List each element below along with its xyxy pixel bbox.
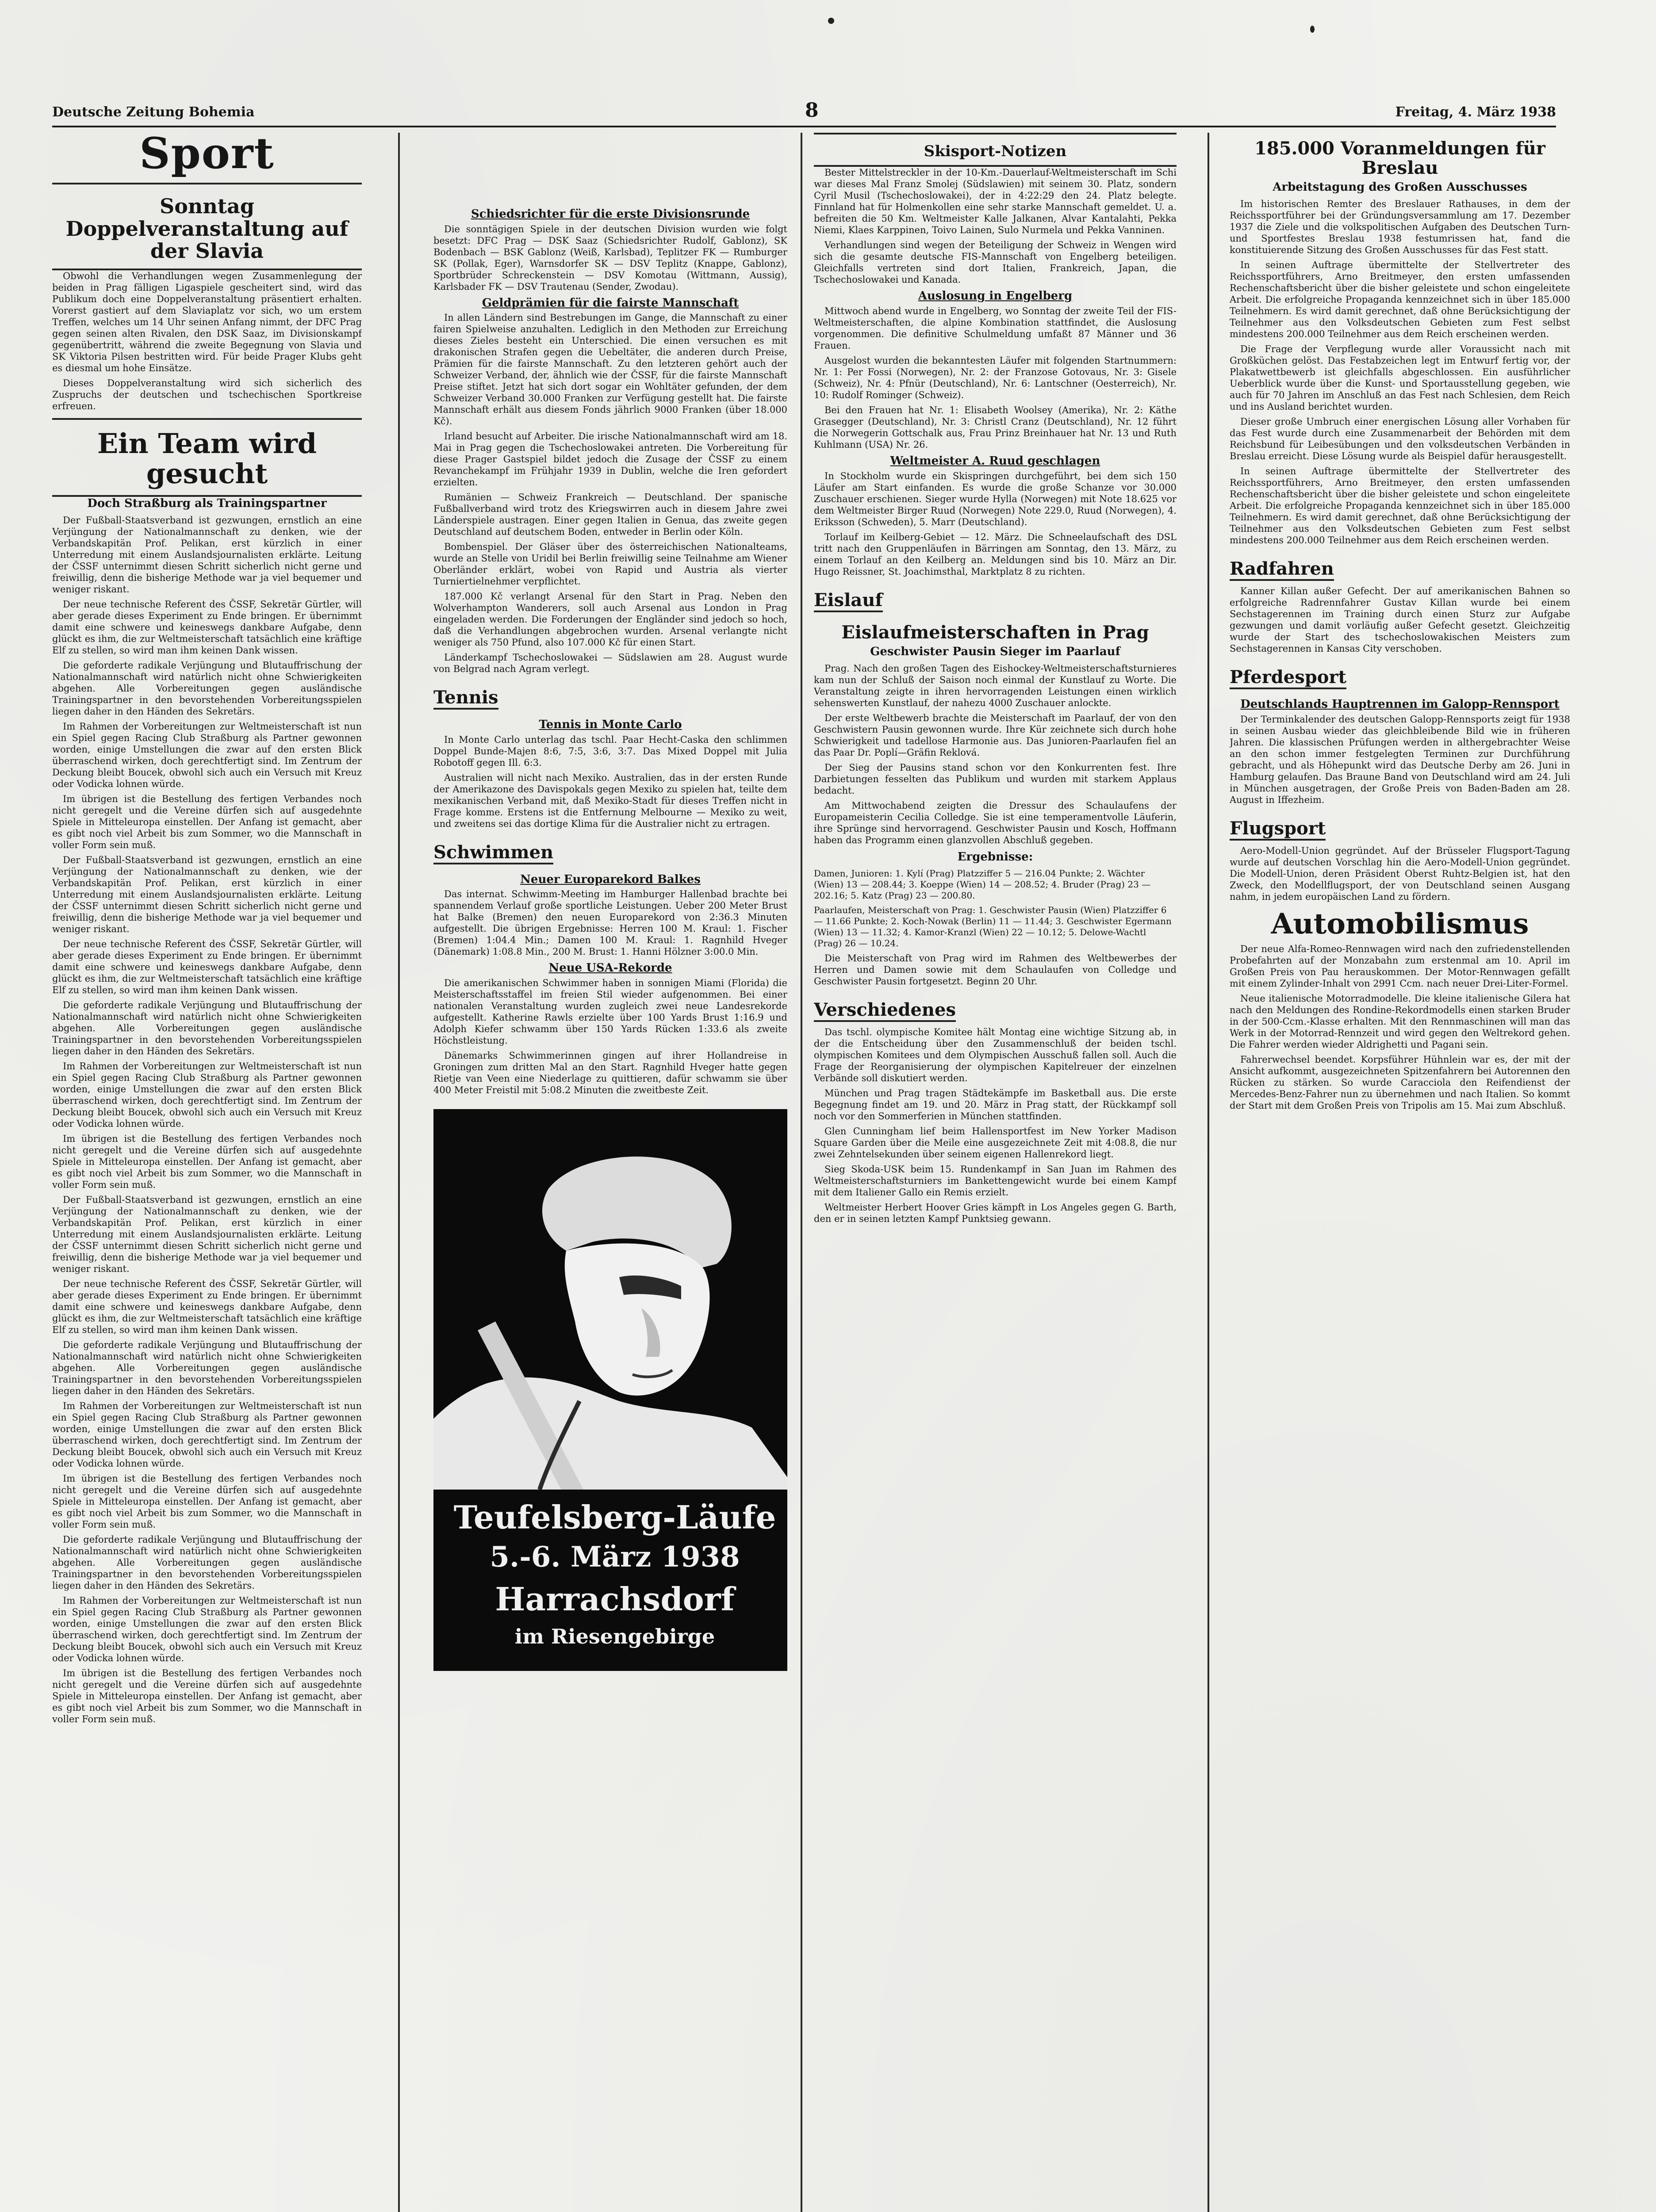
article-paragraph: Im übrigen ist die Bestellung des fertigen Verbandes noch nicht geregelt und die Vereine dürfen sich auf ausgedehnte Spiele in Mitteleuropa einstellen. Der Anfang ist gemacht, aber es gibt noch viel Arbeit bis zum Sommer, wo die Mannschaft in voller Form sein muß. <box>52 1668 362 1725</box>
section-label-miscellaneous: Verschiedenes <box>814 999 956 1022</box>
article-slavia <box>52 183 362 270</box>
article-paragraph: Die Meisterschaft von Prag wird im Rahmen des Weltbewerbes der Herren und Damen sowie mit dem Schaulaufen von Colledge und Geschwister Pausin fortgesetzt. Beginn 20 Uhr. <box>814 952 1177 987</box>
ink-speck <box>828 18 834 24</box>
column-1 <box>52 133 362 2212</box>
issue-date: Freitag, 4. März 1938 <box>1395 104 1556 120</box>
article-paragraph: Das tschl. olympische Komitee hält Montag eine wichtige Sitzung ab, in der die Entscheidung über den Zusammenschluß der beiden tschl. olympischen Komitees und dem Olympischen Ausschuß fallen soll. Auch die Frage der Reorganisierung der olympischen Kapitelreuer der einzelnen Verbände soll diskutiert werden. <box>814 1026 1177 1083</box>
article-paragraph: Sieg Skoda-USK beim 15. Rundenkampf in San Juan im Rahmen des Weltmeisterschaftsturniers im Bankettengewicht wurde bei einem Kampf mit dem Italiener Gallo ein Remis erzielt. <box>814 1164 1177 1198</box>
poster-title: Teufelsberg-Läufe <box>453 1498 776 1536</box>
article-subheadline: Geschwister Pausin Sieger im Paarlauf <box>870 645 1120 658</box>
article-paragraph: Im übrigen ist die Bestellung des fertigen Verbandes noch nicht geregelt und die Vereine dürfen sich auf ausgedehnte Spiele in Mitteleuropa einstellen. Der Anfang ist gemacht, aber es gibt noch viel Arbeit bis zum Sommer, wo die Mannschaft in voller Form sein muß. <box>52 1473 362 1530</box>
article-paragraph: Im historischen Remter des Breslauer Rathauses, in dem der Reichssportführer bei der Gründungsversammlung am 17. Dezember 1937 die Ziele und die volkspolitischen Aufgaben des Deutschen Turn- und Sportfestes Breslau 1938 festumrissen hat, fand die konstituierende Sitzung des Großen Ausschusses für das Fest statt. <box>1230 199 1570 255</box>
article-paragraph: Der neue technische Referent des ČSSF, Sekretär Gürtler, will aber gerade dieses Experiment zu Ende bringen. Er übernimmt damit eine schwere und keineswegs dankbare Aufgabe, denn glückt es ihm, die zur Weltmeisterschaft tatsächlich eine kräftige Elf zu stellen, so wird man ihm keinen Dank wissen. <box>52 599 362 656</box>
article-paragraph: Am Mittwochabend zeigten die Dressur des Schaulaufens der Europameisterin Cecilia Colledge. Sie ist eine temperamentvolle Läuferin, ihre Sprünge sind hervorragend. Geschwister Pausin und Kosch, Hoffmann haben das Programm einen glanzvollen Abschluß gegeben. <box>814 800 1177 845</box>
article-paragraph: Länderkampf Tschechoslowakei — Südslawien am 28. August wurde von Belgrad nach Agram verlegt. <box>433 652 787 675</box>
page-number: 8 <box>805 99 819 122</box>
article-paragraph: Bester Mittelstreckler in der 10-Km.-Dauerlauf-Weltmeisterschaft im Schi war dieses Mal Franz Smolej (Südslawien) mit seinem 30. Platz, sondern Cyril Musil (Tschechoslowakei), der in 4:22:29 den 24. Platz belegte. Finnland hat für Holmenkollen eine sehr starke Mannschaft gemeldet. U. a. befreiten die 50 Km. Weltmeister Kalle Jalkanen, Alvar Kantalahti, Pekka Niemi, Klaes Karppinen, Toivo Lainen, Sulo Nurmela und Pekka Vanninen. <box>814 167 1177 236</box>
article-paragraph: Bei den Frauen hat Nr. 1: Elisabeth Woolsey (Amerika), Nr. 2: Käthe Grasegger (Deutschland), Nr. 3: Christl Cranz (Deutschland), Nr. 12 führt die Norwegerin Gottschalk aus, Frau Prinz Breinhauer hat Nr. 13 und Ruth Kuhlmann (USA) Nr. 26. <box>814 404 1177 450</box>
article-paragraph: Torlauf im Keilberg-Gebiet — 12. März. Die Schneelaufschaft des DSL tritt nach den Gruppenläufen in Bärringen am Sonntag, den 13. März, zu einem Torlauf an den Keilberg an. Meldungen sind bis 10. März an Dir. Hugo Reissner, St. Joachimsthal, Marktplatz 8 zu richten. <box>814 531 1177 577</box>
article-paragraph: Irland besucht auf Arbeiter. Die irische Nationalmannschaft wird am 18. Mai in Prag gegen die Tschechoslowakei antreten. Die Vorbereitung für diese Prager Gastspiel bildet jedoch die Zusage der ČSSF zu einem Revanchekampf im Frühjahr 1939 in Dublin, welche die Iren gefordert erzielten. <box>433 431 787 488</box>
newspaper-name: Deutsche Zeitung Bohemia <box>52 104 255 120</box>
article-paragraph: Im übrigen ist die Bestellung des fertigen Verbandes noch nicht geregelt und die Vereine dürfen sich auf ausgedehnte Spiele in Mitteleuropa einstellen. Der Anfang ist gemacht, aber es gibt noch viel Arbeit bis zum Sommer, wo die Mannschaft in voller Form sein muß. <box>52 794 362 851</box>
article-team <box>52 418 362 497</box>
article-paragraph: Die amerikanischen Schwimmer haben in sonnigen Miami (Florida) die Meisterschaftsstaffel im freien Stil wieder aufgenommen. Bei einer nationalen Veranstaltung wurden zugleich zwei neue Landesrekorde aufgestellt. Katherine Rawls erzielte über 100 Yards Brust 1:16.9 und Adolph Kiefer schwamm über 150 Yards Rücken 1:33.6 als zweite Höchstleistung. <box>433 977 787 1046</box>
article-headline: Sonntag Doppelveranstaltung auf der Slavia <box>65 194 349 263</box>
article-paragraph: Der Fußball-Staatsverband ist gezwungen, ernstlich an eine Verjüngung der Nationalmannschaft zu denken, wie der Verbandskapitän Prof. Pelikan, erst kürzlich in einer Unterredung mit einem Auslandsjournalisten erklärte. Leitung der ČSSF unternimmt diesen Schritt sicherlich nicht gerne und freiwillig, denn die bisherige Methode war ja viel bequemer und weniger riskant. <box>52 1194 362 1275</box>
article-paragraph: Der Fußball-Staatsverband ist gezwungen, ernstlich an eine Verjüngung der Nationalmannschaft zu denken, wie der Verbandskapitän Prof. Pelikan, erst kürzlich in einer Unterredung mit einem Auslandsjournalisten erklärte. Leitung der ČSSF unternimmt diesen Schritt sicherlich nicht gerne und freiwillig, denn die bisherige Methode war ja viel bequemer und weniger riskant. <box>52 855 362 935</box>
article-paragraph: Obwohl die Verhandlungen wegen Zusammenlegung der beiden in Prag fälligen Ligaspiele gescheitert sind, wird das Publikum doch eine Doppelveranstaltung präsentiert erhalten. Vorerst gastiert auf dem Slaviaplatz vor sich, wo um erstem Treffen, welches um 14 Uhr seinen Anfang nimmt, der DFC Prag gegen seinen alten Rivalen, den DSK Saaz, im Divisionskampf gegenübertritt, während die zweite Begegnung von Slavia und SK Viktoria Pilsen bestritten wird. Für beide Prager Klubs geht es diesmal um hohe Einsätze. <box>52 270 362 373</box>
article-paragraph: Im Rahmen der Vorbereitungen zur Weltmeisterschaft ist nun ein Spiel gegen Racing Club Straßburg als Partner gewonnen worden, einige Umstellungen die zwar auf den ersten Blick überraschend wirken, doch gerechtfertigt sind. Im Zentrum der Deckung bleibt Boucek, obwohl sich auch ein Versuch mit Kreuz oder Vodicka lohnen würde. <box>52 1401 362 1469</box>
poster-region: im Riesengebirge <box>514 1624 715 1648</box>
article-paragraph: Rumänien — Schweiz Frankreich — Deutschland. Der spanische Fußballverband wird trotz des Kriegswirren auch in diesem Jahre zwei Länderspiele austragen. Einer gegen Italien in Genua, das zweite gegen Deutschland auf deutschem Boden, entweder in Berlin oder Köln. <box>433 492 787 538</box>
article-headline: Geldprämien für die fairste Mannschaft <box>482 296 739 310</box>
article-paragraph: In allen Ländern sind Bestrebungen im Gange, die Mannschaft zu einer fairen Spielweise anzuhalten. Lediglich in den Methoden zur Erreichung dieses Zieles besteht ein Unterschied. Die einen versuchen es mit drakonischen Strafen gegen die Uebeltäter, die anderen durch Preise, Prämien für die fairste Mannschaft. Zu den letzteren gehört auch der Schweizer Verband, der, ähnlich wie der ČSSF, für die fairste Mannschaft Preise stiftet. Jetzt hat sich dort sogar ein Wohltäter gefunden, der dem Schweizer Verband 30.000 Franken zur Verfügung gestellt hat. Die fairste Mannschaft erhält aus diesem Fonds jährlich 9000 Franken (über 18.000 Kč). <box>433 312 787 427</box>
section-label-aviation: Flugsport <box>1230 818 1326 841</box>
results-label: Ergebnisse: <box>957 850 1033 864</box>
article-paragraph: Dieser große Umbruch einer energischen Lösung aller Vorhaben für das Fest wurde durch eine Zusammenarbeit der Behörden mit dem Reichsbund für Leibesübungen und den volksdeutschen Verbänden in Breslau erreicht. Diese Lösung wurde als Beispiel dafür herausgestellt. <box>1230 416 1570 461</box>
column-4 <box>1230 133 1570 2212</box>
column-3 <box>814 133 1177 2212</box>
article-paragraph: Im Rahmen der Vorbereitungen zur Weltmeisterschaft ist nun ein Spiel gegen Racing Club Straßburg als Partner gewonnen worden, einige Umstellungen die zwar auf den ersten Blick überraschend wirken, doch gerechtfertigt sind. Im Zentrum der Deckung bleibt Boucek, obwohl sich auch ein Versuch mit Kreuz oder Vodicka lohnen würde. <box>52 721 362 790</box>
article-paragraph: Glen Cunningham lief beim Hallensportfest im New Yorker Madison Square Garden über die Meile eine ausgezeichnete Zeit mit 4:08.8, die nur zwei Zehntelsekunden über seinem eigenen Hallenrekord liegt. <box>814 1125 1177 1160</box>
article-paragraph: Der neue technische Referent des ČSSF, Sekretär Gürtler, will aber gerade dieses Experiment zu Ende bringen. Er übernimmt damit eine schwere und keineswegs dankbare Aufgabe, denn glückt es ihm, die zur Weltmeisterschaft tatsächlich eine kräftige Elf zu stellen, so wird man ihm keinen Dank wissen. <box>52 939 362 996</box>
results-paragraph: Paarlaufen, Meisterschaft von Prag: 1. Geschwister Pausin (Wien) Platzziffer 6 — 11.66 Punkte; 2. Koch-Nowak (Berlin) 11 — 11.44; 3. Geschwister Egermann (Wien) 13 — 11.32; 4. Kamor-Kranzl (Wien) 22 — 10.12; 5. Delowe-Wachtl (Prag) 26 — 10.24. <box>814 904 1172 949</box>
article-paragraph: Neue italienische Motorradmodelle. Die kleine italienische Gilera hat nach den Meldungen des Rondine-Rekordmodells einen starken Bruder in der 500-Ccm.-Klasse erhalten. Mit den Rennmaschinen will man das Werk in der Motorrad-Rennzeit und wird gegen den Weltrekord gehen. Die Fahrer werden wieder Aldrighetti und Pagani sein. <box>1230 993 1570 1050</box>
article-paragraph: Die geforderte radikale Verjüngung und Blutauffrischung der Nationalmannschaft wird natürlich nicht ohne Schwierigkeiten abgehen. Alle Vorbereitungen gegen ausländische Trainingspartner in den bevorstehenden Vorbereitungsspielen liegen daher in den Händen des Sekretärs. <box>52 1534 362 1591</box>
article-headline: Skisport-Notizen <box>924 142 1067 160</box>
section-label-cycling: Radfahren <box>1230 558 1334 581</box>
article-paragraph: In seinen Auftrage übermittelte der Stellvertreter des Reichssportführers, Arno Breitmeyer, den ersten umfassenden Rechenschaftsbericht über die bisher geleistete und schon eingeleitete Arbeit. Die erfolgreiche Propaganda kennzeichnet sich in über 185.000 Teilnehmern. Es wird damit gerechnet, daß ohne Berücksichtigung der Teilnehmer aus den Volksdeutschen Gebieten zum Fest selbst mindestens 200.000 Teilnehmer aus dem Reich erscheinen werden. <box>1230 260 1570 339</box>
article-paragraph: Der Sieg der Pausins stand schon vor den Konkurrenten fest. Ihre Darbietungen fesselten das Publikum und wurden mit starkem Applaus bedacht. <box>814 762 1177 796</box>
article-paragraph: Der neue Alfa-Romeo-Rennwagen wird nach den zufriedenstellenden Probefahrten auf der Monzabahn zum erstenmal am 10. April im Großen Preis von Pau herauskommen. Der Motor-Rennwagen gefällt mit einem Zylinder-Inhalt von 2991 Ccm. nach neuer Drei-Liter-Formel. <box>1230 943 1570 989</box>
article-headline: Neue USA-Rekorde <box>548 961 672 975</box>
article-paragraph: München und Prag tragen Städtekämpfe im Basketball aus. Die erste Begegnung findet am 19. und 20. März in Prag statt, der Rückkampf soll noch vor den Sommerferien in München stattfinden. <box>814 1087 1177 1121</box>
article-paragraph: Die Frage der Verpflegung wurde aller Voraussicht nach mit Großküchen gelöst. Das Festabzeichen legt im Entwurf fertig vor, der Plakatwettbewerb ist gleichfalls abgeschlossen. Ein ausführlicher Ueberblick wurde über die Kunst- und Sportausstellung gegeben, wie auch für 70 Jahren im Anschluß an das Fest nach Schlesien, dem Reich und ins Ausland berichtet wurden. <box>1230 344 1570 412</box>
article-paragraph: Der Terminkalender des deutschen Galopp-Rennsports zeigt für 1938 in seinen Ausbau wieder das gleichbleibende Bild wie in früheren Jahren. Die klassischen Prüfungen werden in althergebrachter Weise an den schon immer festgelegten Terminen zur Durchführung gebracht, und als Höhepunkt wird das Deutsche Derby am 26. Juni in Hamburg gelaufen. Das Braune Band von Deutschland wird am 24. Juli in München ausgetragen, der Große Preis von Baden-Baden am 28. August in Iffezheim. <box>1230 714 1570 805</box>
article-paragraph: Dieses Doppelveranstaltung wird sich sicherlich des Zuspruchs der deutschen und tschechischen Sportkreise erfreuen. <box>52 377 362 411</box>
article-headline: Schiedsrichter für die erste Divisionsrunde <box>471 207 750 221</box>
article-paragraph: Prag. Nach den großen Tagen des Eishockey-Weltmeisterschaftsturnieres kam nun der Schluß der Saison noch einmal der Kunstlauf zu Worte. Die Veranstaltung zeigte in ihren hervorragenden Leistungen einen wirklich sehenswerten Kunstlauf, der nahezu 4000 Zuschauer anlockte. <box>814 663 1177 708</box>
section-label-tennis: Tennis <box>433 687 498 710</box>
article-paragraph: Weltmeister Herbert Hoover Gries kämpft in Los Angeles gegen G. Barth, den er in seinen letzten Kampf Punktsieg gewann. <box>814 1202 1177 1224</box>
sport-masthead: Sport <box>139 133 275 178</box>
article-paragraph: Im Rahmen der Vorbereitungen zur Weltmeisterschaft ist nun ein Spiel gegen Racing Club Straßburg als Partner gewonnen worden, einige Umstellungen die zwar auf den ersten Blick überraschend wirken, doch gerechtfertigt sind. Im Zentrum der Deckung bleibt Boucek, obwohl sich auch ein Versuch mit Kreuz oder Vodicka lohnen würde. <box>52 1061 362 1129</box>
ink-speck <box>1310 26 1315 33</box>
article-paragraph: Das internat. Schwimm-Meeting im Hamburger Hallenbad brachte bei spannendem Verlauf große sportliche Leistungen. Ueber 200 Meter Brust hat Balke (Bremen) den neuen Europarekord von 2:36.3 Minuten aufgestellt. Die übrigen Ergebnisse: Herren 100 M. Kraul: 1. Fischer (Bremen) 1:04.4 Min.; Damen 100 M. Kraul: 1. Ragnhild Hveger (Dänemark) 1:08.8 Min., 200 M. Brust: 1. Hanni Hölzner 3:00.0 Min. <box>433 889 787 957</box>
article-paragraph: Mittwoch abend wurde in Engelberg, wo Sonntag der zweite Teil der FIS-Weltmeisterschaften, die alpine Kombination stattfindet, die Auslosung vorgenommen. Die definitive Schulmeldung umfaßt 87 Männer und 36 Frauen. <box>814 305 1177 351</box>
article-paragraph: In seinen Auftrage übermittelte der Stellvertreter des Reichssportführers, Arno Breitmeyer, den ersten umfassenden Rechenschaftsbericht über die bisher geleistete und schon eingeleitete Arbeit. Die erfolgreiche Propaganda kennzeichnet sich in über 185.000 Teilnehmern. Es wird damit gerechnet, daß ohne Berücksichtigung der Teilnehmer aus den Volksdeutschen Gebieten zum Fest selbst mindestens 200.000 Teilnehmer aus dem Reich erscheinen werden. <box>1230 466 1570 545</box>
section-label-swimming: Schwimmen <box>433 842 553 864</box>
article-paragraph: Aero-Modell-Union gegründet. Auf der Brüsseler Flugsport-Tagung wurde auf deutschen Vorschlag hin die Aero-Modell-Union gegründet. Die Modell-Union, deren Präsident Oberst Ruhtz-Belgien ist, hat den Zweck, den Modellflugsport, der von Deutschland seinen Ausgang nahm, in jedem europäischen Land zu fördern. <box>1230 845 1570 902</box>
article-paragraph: Bombenspiel. Der Gläser über des österreichischen Nationalteams, wurde an Stelle von Uridil bei Berlin freiwillig seine Teilnahme am Wiener Oberländer erklärt, wobei von Rapid und Austria als vierter Turniertielnehmer verpflichtet. <box>433 541 787 587</box>
article-paragraph: Der neue technische Referent des ČSSF, Sekretär Gürtler, will aber gerade dieses Experiment zu Ende bringen. Er übernimmt damit eine schwere und keineswegs dankbare Aufgabe, denn glückt es ihm, die zur Weltmeisterschaft tatsächlich eine kräftige Elf zu stellen, so wird man ihm keinen Dank wissen. <box>52 1279 362 1336</box>
column-rule <box>801 133 802 2212</box>
article-paragraph: Ausgelost wurden die bekanntesten Läufer mit folgenden Startnummern: Nr. 1: Per Fossi (Norwegen), Nr. 2: der Franzose Gotovaus, Nr. 3: Gisele (Schweiz), Nr. 4: Pfnür (Deutschland), Nr. 6: Lantschner (Oesterreich), Nr. 10: Rudolf Rominger (Schweiz). <box>814 355 1177 400</box>
article-paragraph: In Stockholm wurde ein Skispringen durchgeführt, bei dem sich 150 Läufer am Start einfanden. Es wurde die große Schanze vor 30.000 Zuschauer erschienen. Sieger wurde Hylla (Norwegen) mit Note 18.625 vor dem Weltmeister Birger Ruud (Norwegen) Note 229.0, Ruud (Norwegen), 4. Eriksson (Schweden), 5. Marr (Deutschland). <box>814 470 1177 527</box>
running-head <box>52 95 1556 127</box>
article-paragraph: Der erste Weltbewerb brachte die Meisterschaft im Paarlauf, der von den Geschwistern Pausin gewonnen wurde. Ihre Kür zeichnete sich durch hohe Schwierigkeit und tadellose Harmonie aus. Das Junioren-Paarlaufen fiel an das Paar Dr. Poplí—Gräfin Reklová. <box>814 712 1177 758</box>
article-paragraph: Dänemarks Schwimmerinnen gingen auf ihrer Hollandreise in Groningen zum dritten Mal an den Start. Ragnhild Hveger hatte gegen Rietje van Veen eine Niederlage zu quittieren, dafür schwamm sie über 400 Meter Freistil mit 5:08.2 Minuten die zweitbeste Zeit. <box>433 1050 787 1095</box>
article-skisport <box>814 133 1177 167</box>
article-subheadline: Doch Straßburg als Trainingspartner <box>87 497 327 511</box>
article-headline: Deutschlands Hauptrennen im Galopp-Rennsport <box>1240 698 1560 711</box>
article-paragraph: Die geforderte radikale Verjüngung und Blutauffrischung der Nationalmannschaft wird natürlich nicht ohne Schwierigkeiten abgehen. Alle Vorbereitungen gegen ausländische Trainingspartner in den bevorstehenden Vorbereitungsspielen liegen daher in den Händen des Sekretärs. <box>52 660 362 717</box>
article-headline: Auslosung in Engelberg <box>918 289 1073 303</box>
column-2 <box>433 133 787 2212</box>
article-headline: Weltmeister A. Ruud geschlagen <box>890 454 1100 468</box>
section-label-motoring: Automobilismus <box>1271 907 1529 941</box>
article-headline: Tennis in Monte Carlo <box>539 718 682 732</box>
article-headline: 185.000 Voranmeldungen für Breslau <box>1254 138 1545 178</box>
article-subheadline: Arbeitstagung des Großen Ausschusses <box>1273 180 1527 194</box>
article-paragraph: Im übrigen ist die Bestellung des fertigen Verbandes noch nicht geregelt und die Vereine dürfen sich auf ausgedehnte Spiele in Mitteleuropa einstellen. Der Anfang ist gemacht, aber es gibt noch viel Arbeit bis zum Sommer, wo die Mannschaft in voller Form sein muß. <box>52 1133 362 1190</box>
poster-date: 5.-6. März 1938 <box>490 1540 740 1574</box>
article-paragraph: Fahrerwechsel beendet. Korpsführer Hühnlein war es, der mit der Ansicht aufkommt, ausgezeichneten Spitzenfahrern bei Autorennen den Rücken zu stärken. So wurde Caracciola den Reifendienst der Mercedes-Benz-Fahrer nun zu übernehmen und nach Italien. So kommt der Start mit dem Großen Preis von Tripolis am 15. Mai zum Abschluß. <box>1230 1054 1570 1111</box>
section-label-horse-racing: Pferdesport <box>1230 667 1346 689</box>
article-paragraph: Die geforderte radikale Verjüngung und Blutauffrischung der Nationalmannschaft wird natürlich nicht ohne Schwierigkeiten abgehen. Alle Vorbereitungen gegen ausländische Trainingspartner in den bevorstehenden Vorbereitungsspielen liegen daher in den Händen des Sekretärs. <box>52 1340 362 1397</box>
article-headline: Neuer Europarekord Balkes <box>520 872 701 886</box>
column-rule <box>398 133 400 2212</box>
article-paragraph: Die geforderte radikale Verjüngung und Blutauffrischung der Nationalmannschaft wird natürlich nicht ohne Schwierigkeiten abgehen. Alle Vorbereitungen gegen ausländische Trainingspartner in den bevorstehenden Vorbereitungsspielen liegen daher in den Händen des Sekretärs. <box>52 1000 362 1057</box>
article-paragraph: Verhandlungen sind wegen der Beteiligung der Schweiz in Wengen wird sich die gesamte deutsche FIS-Mannschaft von Engelberg beteiligen. Gleichfalls vertreten sind dort Italien, Frankreich, Japan, die Tschechoslowakei und Kanada. <box>814 240 1177 285</box>
article-headline: Eislaufmeisterschaften in Prag <box>841 622 1149 643</box>
section-label-ice-skating: Eislauf <box>814 590 883 612</box>
article-headline: Ein Team wird gesucht <box>97 427 317 490</box>
article-paragraph: Die sonntägigen Spiele in der deutschen Division wurden wie folgt besetzt: DFC Prag — DSK Saaz (Schiedsrichter Rudolf, Gablonz), SK Bodenbach — BSK Gablonz (Weiß, Karlsbad), Teplitzer FK — Rumburger SK (Pollak, Eger), Warnsdorfer SK — DSV Teplitz (Knappe, Gablonz), Sportbrüder Schreckenstein — DSV Komotau (Wittmann, Aussig), Karlsbader FK — DSV Trautenau (Sender, Zwodau). <box>433 223 787 292</box>
article-paragraph: Australien will nicht nach Mexiko. Australien, das in der ersten Runde der Amerikazone des Davispokals gegen Mexiko zu spielen hat, teilte dem mexikanischen Verband mit, daß Mexiko-Stadt für dieses Treffen nicht in Frage komme. Erstens ist die Entfernung Melbourne — Mexiko zu weit, und zweitens sei das dortige Klima für die Australier nicht zu ertragen. <box>433 772 787 829</box>
poster-place: Harrachsdorf <box>495 1580 735 1618</box>
results-paragraph: Damen, Junioren: 1. Kylí (Prag) Platzziffer 5 — 216.04 Punkte; 2. Wächter (Wien) 13 — 208.44; 3. Koeppe (Wien) 14 — 208.52; 4. Bruder (Prag) 23 — 202.16; 5. Katz (Prag) 23 — 200.80. <box>814 868 1151 901</box>
article-paragraph: Kanner Killan außer Gefecht. Der auf amerikanischen Bahnen so erfolgreiche Radrennfahrer Gustav Killan wurde bei einem Sechstagerennen im Training durch einen Sturz zur Aufgabe gezwungen und damit vorläufig außer Gefecht gesetzt. Gleichzeitig wurde der Start des tschechoslowakischen Meisters zum Sechstagerennen in Kansas City verschoben. <box>1230 586 1570 654</box>
article-paragraph: 187.000 Kč verlangt Arsenal für den Start in Prag. Neben den Wolverhampton Wanderers, soll auch Arsenal aus London in Prag eingeladen werden. Die Forderungen der Engländer sind jedoch so hoch, daß die Verhandlungen abgebrochen wurden. Arsenal verlangte nicht weniger als 750 Pfund, also 107.000 Kč für einen Start. <box>433 591 787 648</box>
article-paragraph: Der Fußball-Staatsverband ist gezwungen, ernstlich an eine Verjüngung der Nationalmannschaft zu denken, wie der Verbandskapitän Prof. Pelikan, erst kürzlich in einer Unterredung mit einem Auslandsjournalisten erklärte. Leitung der ČSSF unternimmt diesen Schritt sicherlich nicht gerne und freiwillig, denn die bisherige Methode war ja viel bequemer und weniger riskant. <box>52 515 362 595</box>
article-paragraph: In Monte Carlo unterlag das tschl. Paar Hecht-Caska den schlimmen Doppel Bunde-Majen 8:6, 7:5, 3:6, 3:7. Das Mixed Doppel mit Julia Robotoff gegen Ill. 6:3. <box>433 734 787 768</box>
article-paragraph: Im Rahmen der Vorbereitungen zur Weltmeisterschaft ist nun ein Spiel gegen Racing Club Straßburg als Partner gewonnen worden, einige Umstellungen die zwar auf den ersten Blick überraschend wirken, doch gerechtfertigt sind. Im Zentrum der Deckung bleibt Boucek, obwohl sich auch ein Versuch mit Kreuz oder Vodicka lohnen würde. <box>52 1595 362 1664</box>
column-rule <box>1208 133 1209 2212</box>
advertisement-poster <box>433 1109 787 1671</box>
